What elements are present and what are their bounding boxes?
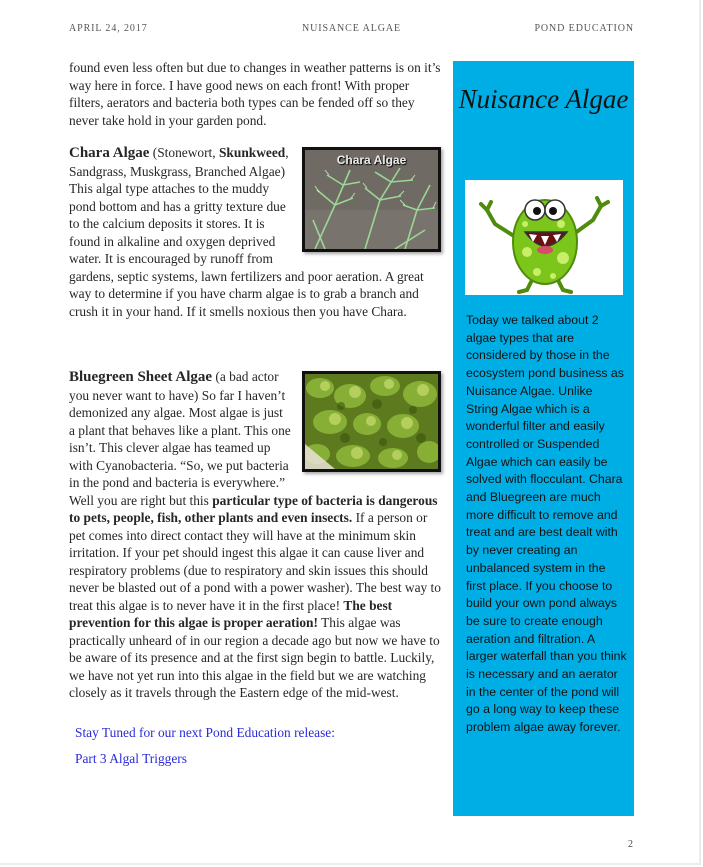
sidebar-panel [453, 61, 634, 816]
algae-monster-illustration [465, 180, 623, 295]
header-section: POND EDUCATION [534, 23, 634, 34]
header-title: NUISANCE ALGAE [302, 23, 401, 34]
chara-photo-caption: Chara Algae [336, 153, 407, 167]
bluegreen-section [69, 368, 441, 702]
chara-heading: Chara Algae [69, 145, 150, 161]
bluegreen-algae-photo [302, 371, 441, 472]
next-release-title: Part 3 Algal Triggers [75, 751, 187, 766]
page-number: 2 [628, 839, 633, 850]
chara-body: This algal type attaches to the muddy pond bottom and has a gritty texture due to the calcium deposits it stores. It is found in alkaline and oxygen deprived water. It is encouraged by runoff from gardens, septic systems, lawn fertilizers and poor aeration. A great way to determine if you have charm algae is to grab a branch and crush it in your hand. If it smells noxious then you have Chara. [69, 181, 424, 319]
bluegreen-heading: Bluegreen Sheet Algae [69, 369, 213, 385]
bluegreen-text-3: This algae was practically unheard of in our region a decade ago but now we have to be aware of its presence and at the first sign begin to battle. Luckily, we have not yet run into this algae in the field but we are watching closely as it travels through the Eastern edge of the mid-west. [69, 615, 440, 700]
sidebar-title: Nuisance Algae [458, 84, 629, 114]
chara-names-2: , Sandgrass, Muskgrass, Branched Algae) [69, 145, 289, 179]
header-date: APRIL 24, 2017 [69, 23, 148, 34]
bluegreen-text-1: (a bad actor you never want to have) So far I haven’t demonized any algae. Most algae is just a plant that behaves like a plant. This one isn’t. This clever algae has teamed up with Cyanobacteria. “So, we put bacteria in the pond and bacteria is everywhere.” Well you are right but this [69, 369, 291, 508]
chara-names-1: (Stonewort, [149, 145, 219, 160]
bluegreen-prevention: The best prevention for this algae is proper aeration! [69, 597, 393, 630]
sidebar-summary: Today we talked about 2 algae types that are considered by those in the ecosystem pond business as Nuisance Algae. Unlike String Algae which is a wonderful filter and easily controlled or Suspended Algae which can easily be solved with flocculant. Chara and Bluegreen are much more difficult to remove and treat and are best dealt with by never creating an unbalanced system in the first place. If you choose to build your own pond always be sure to create enough aeration and filtration. A larger waterfall than you think is necessary and an aerator in the center of the pond will go a long way to keep these problem algae away forever. [466, 313, 627, 735]
article-column [69, 59, 441, 768]
bluegreen-warning: particular type of bacteria is dangerous to pets, people, fish, other plants and even insects. [69, 492, 438, 525]
bluegreen-algae-texture [305, 374, 438, 469]
green-monster-icon [465, 180, 623, 295]
chara-algae-photo [302, 147, 441, 252]
chara-names-bold: Skunkweed [218, 145, 286, 160]
bluegreen-text-2: If a person or pet comes into direct contact they will have at the minimum skin irritation. If your pet should ingest this algae it can cause liver and respiratory problems (due to respiratory and skin issues this should never be blasted out of a pond with a power washer). The best way to treat this algae is to never have it in the first place! [69, 510, 441, 613]
chara-section [69, 144, 441, 320]
intro-paragraph: found even less often but due to changes in weather patterns is on it’s way here in force. I have good news on each front! With proper filters, aerators and bacteria both types can be fended off so they never take hold in your garden pond. [69, 60, 441, 128]
stay-tuned-text: Stay Tuned for our next Pond Education release: [75, 724, 335, 740]
